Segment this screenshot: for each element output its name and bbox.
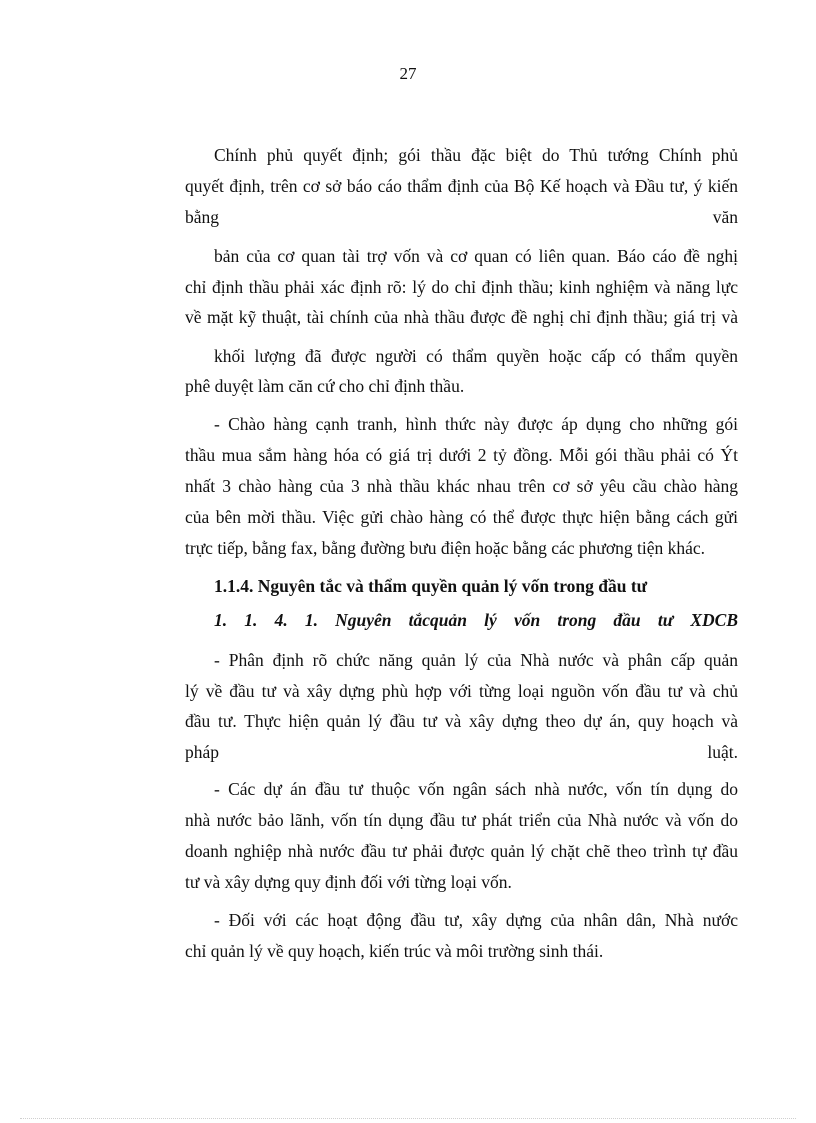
text-line: nhất 3 chào hàng của 3 nhà thầu khác nhau trên cơ sở yêu cầu chào hàng: [185, 476, 738, 496]
subsection-heading: 1. 1. 4. 1. Nguyên tắcquản lý vốn trong đầu tư XDCB: [214, 610, 738, 630]
text-line: trực tiếp, bằng fax, bằng đường bưu điện hoặc bằng các phương tiện khác.: [185, 538, 706, 558]
text-line: lý về đầu tư và xây dựng phù hợp với từng loại nguồn vốn đầu tư và chủ: [185, 681, 738, 701]
page-number: 27: [399, 64, 417, 83]
text-word: văn: [712, 207, 738, 227]
text-line: doanh nghiệp nhà nước đầu tư phải được quản lý chặt chẽ theo trình tự đầu: [185, 841, 738, 861]
text-line: quyết định, trên cơ sở báo cáo thẩm định của Bộ Kế hoạch và Đầu tư, ý kiến: [185, 176, 738, 196]
text-line: của bên mời thầu. Việc gửi chào hàng có thể được thực hiện bằng cách gửi: [185, 507, 738, 527]
split-line: [185, 741, 738, 763]
text-line: - Phân định rõ chức năng quản lý của Nhà nước và phân cấp quản: [214, 650, 738, 670]
text-line: chỉ định thầu phải xác định rõ: lý do chỉ định thầu; kinh nghiệm và năng lực: [185, 277, 738, 297]
page-bottom-rule: [20, 1118, 796, 1119]
text-line: bản của cơ quan tài trợ vốn và cơ quan có liên quan. Báo cáo đề nghị: [214, 246, 738, 266]
text-line: tư và xây dựng quy định đối với từng loại vốn.: [185, 872, 512, 892]
text-line: Chính phủ quyết định; gói thầu đặc biệt do Thủ tướng Chính phủ: [214, 145, 738, 165]
text-word: bằng: [185, 207, 220, 227]
text-line: - Các dự án đầu tư thuộc vốn ngân sách nhà nước, vốn tín dụng do: [214, 779, 738, 799]
text-line: thầu mua sắm hàng hóa có giá trị dưới 2 tỷ đồng. Mỗi gói thầu phải có Ýt: [185, 445, 738, 465]
text-line: chỉ quản lý về quy hoạch, kiến trúc và môi trường sinh thái.: [185, 941, 604, 961]
text-word: pháp: [185, 742, 220, 762]
text-line: phê duyệt làm căn cứ cho chỉ định thầu.: [185, 376, 465, 396]
text-line: - Chào hàng cạnh tranh, hình thức này được áp dụng cho những gói: [214, 414, 738, 434]
text-line: nhà nước bảo lãnh, vốn tín dụng đầu tư phát triển của Nhà nước và vốn do: [185, 810, 738, 830]
text-line: về mặt kỹ thuật, tài chính của nhà thầu được đề nghị chỉ định thầu; giá trị và: [185, 307, 738, 327]
text-word: luật.: [707, 742, 738, 762]
text-line: đầu tư. Thực hiện quản lý đầu tư và xây dựng theo dự án, quy hoạch và: [185, 711, 738, 731]
text-line: - Đối với các hoạt động đầu tư, xây dựng của nhân dân, Nhà nước: [214, 910, 738, 930]
section-heading: 1.1.4. Nguyên tắc và thẩm quyền quản lý vốn trong đầu tư: [214, 576, 648, 596]
text-line: khối lượng đã được người có thẩm quyền hoặc cấp có thẩm quyền: [214, 346, 738, 366]
split-line: [185, 206, 738, 228]
